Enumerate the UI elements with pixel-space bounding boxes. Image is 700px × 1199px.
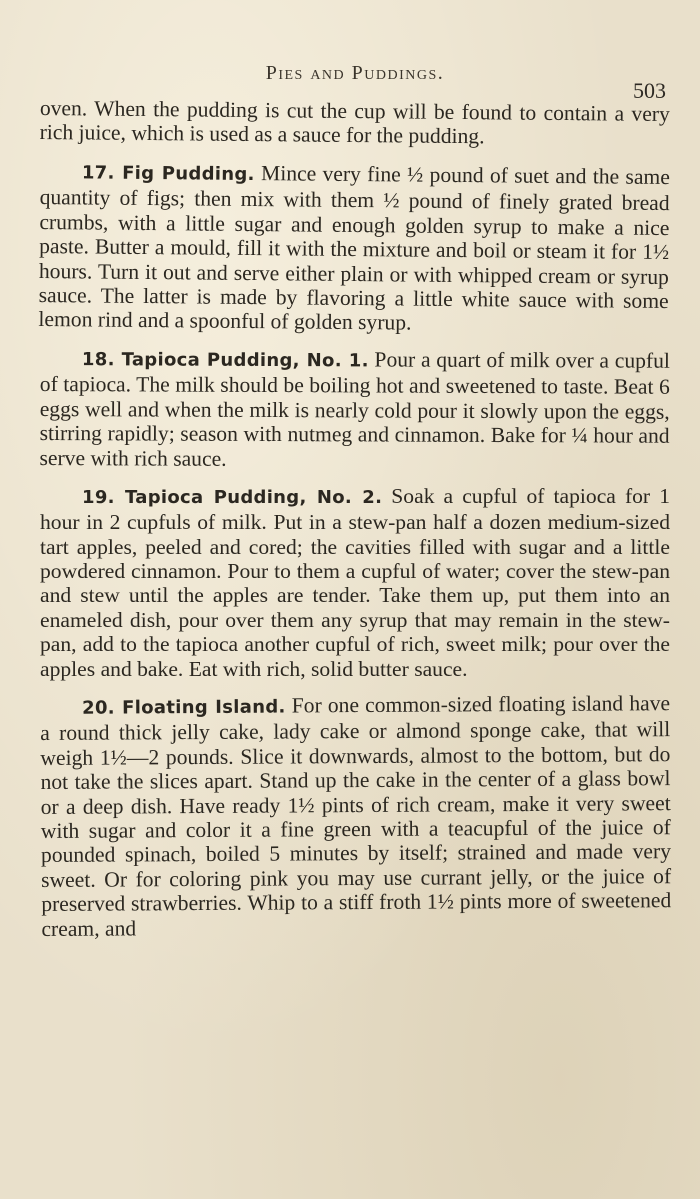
running-head <box>40 56 670 103</box>
recipe-heading: 20. Floating Island. <box>82 696 286 719</box>
recipe-text: Soak a cupful of tapioca for 1 hour in 2 cupfuls of milk. Put in a stew-pan half a dozen medium-sized tart apples, peeled and cored; the cavities filled with sugar and a little powdered cinnamon. Pour to them a cupful of water; cover the stew-pan and stew until the apples are tender. Take them up, put them into an enameled dish, pour over them any syrup that may remain in the stew-pan, add to the tapioca another cupful of rich, sweet milk; pour over the apples and bake. Eat with rich, solid butter sauce. <box>40 483 670 681</box>
recipe-heading: 19. Tapioca Pudding, No. 2. <box>82 486 383 508</box>
recipe-text: For one common-sized floating island have a round thick jelly cake, lady cake or almond sponge cake, that will weigh 1½—2 pounds. Slice it downwards, almost to the bottom, but do not take the slices apart. Stand up the cake in the center of a glass bowl or a deep dish. Have ready 1½ pints of rich cream, make it very sweet with sugar and color it a fine green with a teacupful of the juice of pounded spinach, boiled 5 minutes by itself; strained and made very sweet. Or for coloring pink you may use currant jelly, or the juice of preserved strawberries. Whip to a stiff froth 1½ pints more of sweetened cream, and <box>40 691 672 941</box>
paragraph-text: oven. When the pudding is cut the cup will be found to contain a very rich juice, which is used as a sauce for the pudding. <box>39 96 670 149</box>
recipe-19-tapioca-pudding-2 <box>40 484 670 681</box>
recipe-17-fig-pudding <box>38 159 670 338</box>
page-number: 503 <box>633 78 666 103</box>
recipe-text: Pour a quart of milk over a cupful of tapioca. The milk should be boiling hot and sweetened to taste. Beat 6 eggs well and when the milk is nearly cold pour it slowly upon the eggs, stirring rapidly; season with nutmeg and cinnamon. Bake for ¼ hour and serve with rich sauce. <box>39 347 670 471</box>
recipe-18-tapioca-pudding-1 <box>39 346 670 473</box>
book-page <box>40 56 670 941</box>
body-text <box>40 96 670 941</box>
running-title: Pies and Puddings. <box>265 62 445 84</box>
recipe-text: Mince very fine ½ pound of suet and the same quantity of figs; then mix with them ½ pound of finely grated bread crumbs, with a little sugar and enough golden syrup to make a nice paste. Butter a mould, fill it with the mixture and boil or steam it for 1½ hours. Turn it out and serve either plain or with whipped cream or syrup sauce. The latter is made by flavoring a little white sauce with some lemon rind and a spoonful of golden syrup. <box>38 160 670 335</box>
recipe-heading: 18. Tapioca Pudding, No. 1. <box>81 348 369 372</box>
recipe-heading: 17. Fig Pudding. <box>81 162 255 185</box>
paragraph-continuation <box>40 96 670 151</box>
recipe-20-floating-island <box>40 691 671 941</box>
